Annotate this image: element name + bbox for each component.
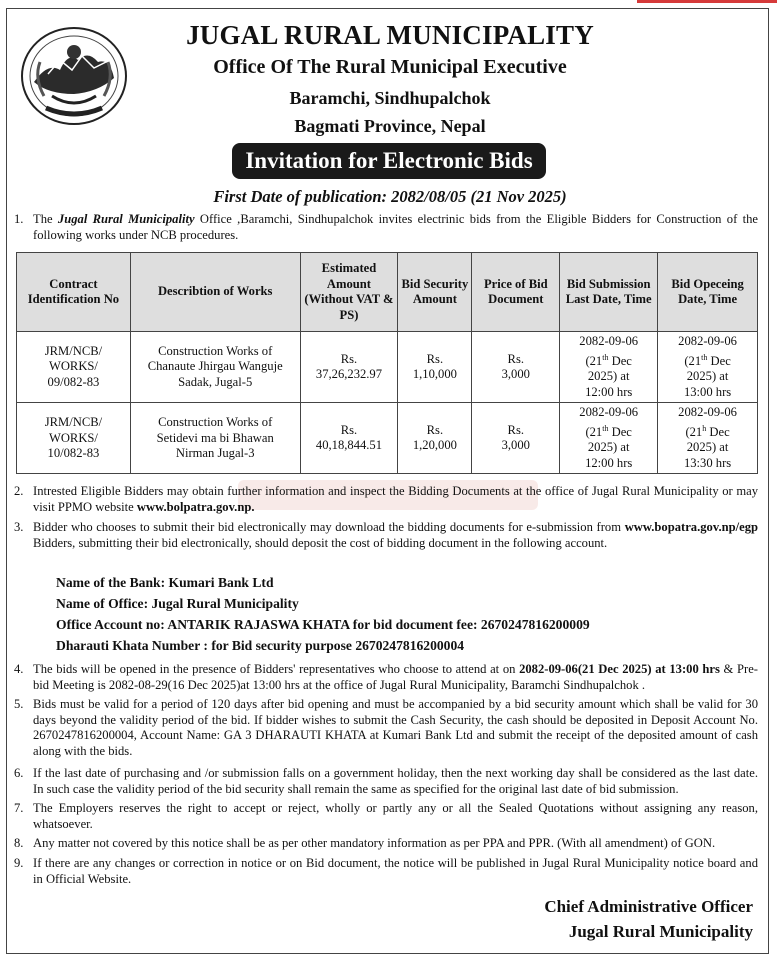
office-name: Office Of The Rural Municipal Executive	[213, 56, 567, 78]
office-account-number: Office Account no: ANTARIK RAJASWA KHATA for bid document fee: 2670247816200009	[56, 617, 590, 632]
col-header: Describtion of Works	[130, 253, 300, 332]
col-header: Contract Identification No	[17, 253, 131, 332]
egp-website-link[interactable]: www.bopatra.gov.np/egp	[624, 520, 758, 534]
clause-5	[14, 697, 758, 759]
clause-4	[14, 662, 758, 693]
submission-date: 2082-09-06 (21th Dec 2025) at 12:00 hrs	[560, 403, 658, 474]
signatory-title: Chief Administrative Officer	[544, 897, 753, 916]
estimated-amount: Rs. 37,26,232.97	[300, 332, 398, 403]
estimated-amount: Rs. 40,18,844.51	[300, 403, 398, 474]
bank-name: Name of the Bank: Kumari Bank Ltd	[56, 575, 274, 590]
document-price: Rs. 3,000	[472, 332, 560, 403]
clause-text: Office ,Baramchi, Sindhupalchok invites electrinic bids from the Eligible Bidders for Construction of the following works under NCB procedures.	[33, 212, 759, 242]
clause-2	[14, 484, 758, 515]
document-price: Rs. 3,000	[472, 403, 560, 474]
clause-number: 8.	[14, 836, 24, 850]
clause-text: The	[33, 212, 58, 226]
clause-number: 2.	[14, 484, 24, 498]
security-amount: Rs. 1,10,000	[398, 332, 472, 403]
opening-datetime: 2082-09-06(21 Dec 2025) at 13:00 hrs	[519, 662, 720, 676]
table-header-row	[17, 253, 758, 332]
clause-text: Intrested Eligible Bidders may obtain further information and inspect the Bidding Documents at the office of Jugal Rural Municipality or may visit PPMO website	[33, 484, 758, 514]
clause-text: The bids will be opened in the presence of Bidders' representatives who choose to attend at on	[33, 662, 520, 676]
clause-number: 4.	[14, 662, 24, 676]
nepal-government-emblem-icon	[18, 22, 130, 128]
clause-1	[14, 212, 758, 243]
org-name: JUGAL RURAL MUNICIPALITY	[186, 20, 594, 50]
clause-text: If there are any changes or correction in notice or on Bid document, the notice will be published in Jugal Rural Municipality notice board and in Official Website.	[33, 856, 758, 886]
col-header: Estimated Amount (Without VAT & PS)	[300, 253, 398, 332]
clause-text: The Employers reserves the right to accept or reject, wholly or partly any or all the Sealed Quotations without assigning any reason, whatsoever.	[33, 801, 758, 831]
clause-number: 9.	[14, 856, 24, 870]
table-row	[17, 403, 758, 474]
col-header: Bid Security Amount	[398, 253, 472, 332]
bid-table	[16, 252, 758, 474]
publication-date: First Date of publication: 2082/08/05 (21 Nov 2025)	[213, 187, 567, 206]
submission-date: 2082-09-06 (21th Dec 2025) at 12:00 hrs	[560, 332, 658, 403]
work-description: Construction Works of Setidevi ma bi Bhawan Nirman Jugal-3	[130, 403, 300, 474]
col-header: Price of Bid Document	[472, 253, 560, 332]
clause-text: & Pre- bid Meeting is 2082-08-29(16 Dec 2025)at 13:00 hrs at the office of Jugal Rural Municipality, Baramchi Sindhupalchok .	[33, 662, 758, 692]
clause-text: Any matter not covered by this notice shall be as per other mandatory information as per PPA and PPR. (With all amendment) of GON.	[33, 836, 716, 850]
clause-number: 5.	[14, 697, 24, 711]
clause-3	[14, 520, 758, 551]
ppmo-website-link[interactable]: www.bolpatra.gov.np.	[136, 499, 255, 514]
municipality-name: Jugal Rural Municipality	[57, 212, 195, 226]
clause-number: 1.	[14, 212, 24, 226]
notice-banner: Invitation for Electronic Bids	[232, 143, 546, 179]
clause-8	[14, 836, 758, 852]
clause-9	[14, 856, 758, 887]
clause-text: Bidder who chooses to submit their bid electronically may download the bidding documents for e-submission from	[33, 520, 625, 534]
col-header: Bid Submission Last Date, Time	[560, 253, 658, 332]
clause-text: Bidders, submitting their bid electronically, should deposit the cost of bidding document in the following account.	[33, 535, 608, 550]
province: Bagmati Province, Nepal	[294, 116, 486, 136]
opening-date: 2082-09-06 (21th Dec 2025) at 13:00 hrs	[658, 332, 758, 403]
corner-accent	[637, 0, 777, 3]
office-name-line: Name of Office: Jugal Rural Municipality	[56, 596, 299, 611]
location: Baramchi, Sindhupalchok	[289, 88, 491, 108]
signatory-org: Jugal Rural Municipality	[568, 922, 753, 941]
clause-number: 7.	[14, 801, 24, 815]
clause-6	[14, 766, 758, 797]
contract-id: JRM/NCB/ WORKS/ 10/082-83	[17, 403, 131, 474]
clause-number: 3.	[14, 520, 24, 534]
col-header: Bid Opeceing Date, Time	[658, 253, 758, 332]
clause-number: 6.	[14, 766, 24, 780]
clause-7	[14, 801, 758, 832]
table-row	[17, 332, 758, 403]
opening-date: 2082-09-06 (21$^h$ Dec 2025) at 13:30 hrs	[658, 403, 758, 474]
security-amount: Rs. 1,20,000	[398, 403, 472, 474]
work-description: Construction Works of Chanaute Jhirgau Wanguje Sadak, Jugal-5	[130, 332, 300, 403]
clause-text: Bids must be valid for a period of 120 days after bid opening and must be accompanied by a bid security amount which shall be valid for 30 days beyond the validity period of the bid. If bidder wishes to submit the Cash Security, the cash should be deposited in Deposit Account No. 2670247816200004, Account Name: GA 3 DHARAUTI KHATA at Kumari Bank Ltd and submit the receipt of the deposited amount of cash along with the bids.	[33, 697, 758, 758]
contract-id: JRM/NCB/ WORKS/ 09/082-83	[17, 332, 131, 403]
clause-text: If the last date of purchasing and /or submission falls on a government holiday, then the next working day shall be considered as the last date. In such case the validity period of the bid security shall remain the same as specified for the original last date of bid submission.	[33, 766, 758, 796]
dharauti-account-number: Dharauti Khata Number : for Bid security purpose 2670247816200004	[56, 638, 465, 653]
